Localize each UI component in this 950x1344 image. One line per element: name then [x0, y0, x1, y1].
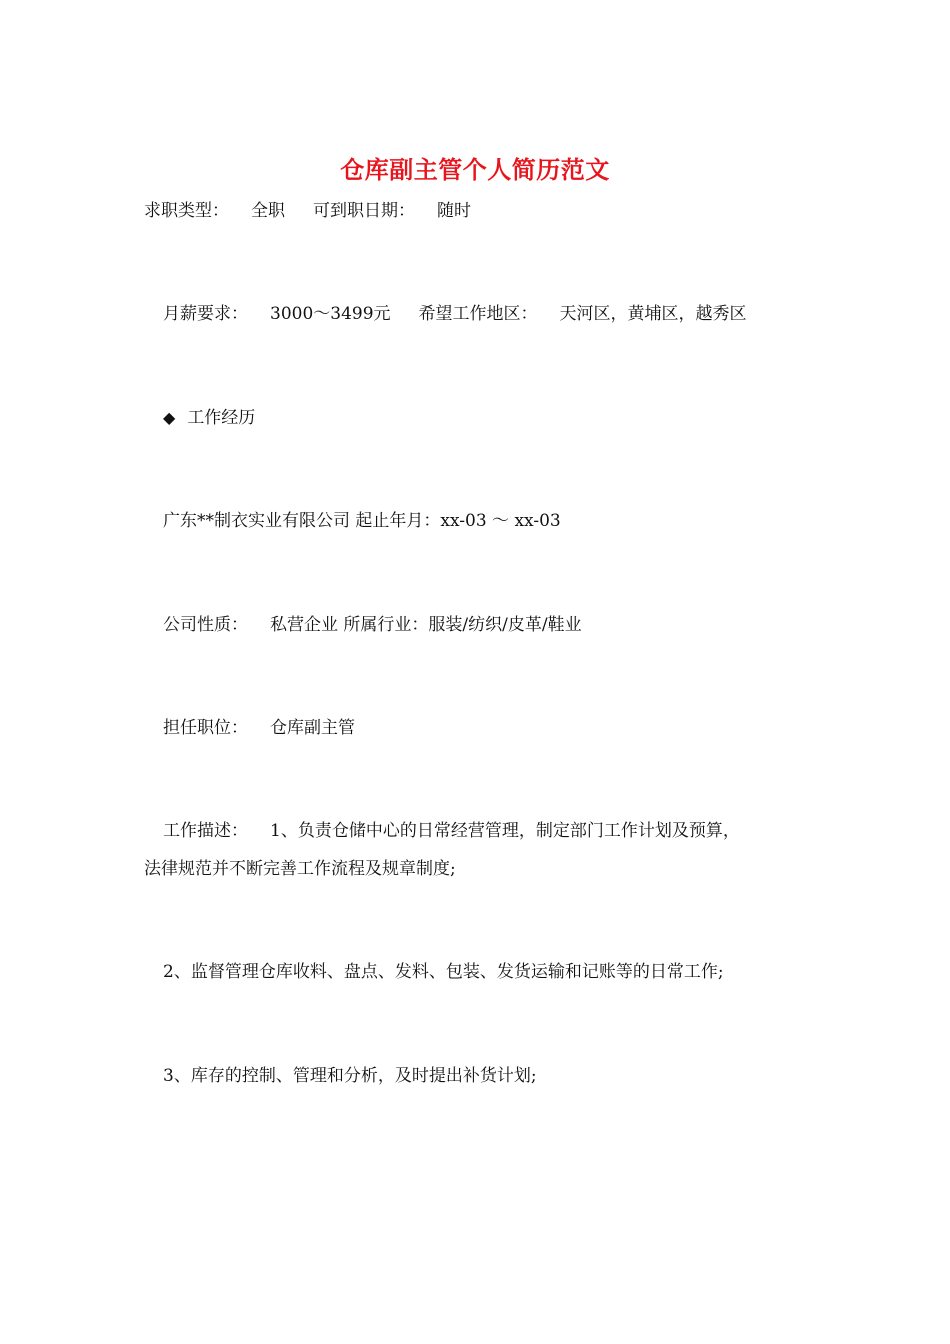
job-type-label: 求职类型： [144, 201, 229, 221]
description-item-2: 2、监督管理仓库收料、盘点、发料、包装、发货运输和记账等的日常工作; [163, 962, 724, 982]
desired-area-value: 天河区，黄埔区，越秀区 [559, 304, 747, 324]
company-nature-value: 私营企业 [270, 615, 338, 635]
industry-value: 服装/纺织/皮革/鞋业 [428, 615, 582, 635]
description-label: 工作描述： [163, 821, 248, 841]
available-date-value: 随时 [437, 201, 471, 221]
description-item-1: 1、负责仓储中心的日常经营管理，制定部门工作计划及预算， [270, 821, 740, 841]
section-heading: 工作经历 [187, 408, 256, 428]
section-work-experience [163, 406, 255, 430]
position-value: 仓库副主管 [270, 718, 355, 738]
period-value: xx-03 ～ xx-03 [440, 511, 561, 531]
company-nature-label: 公司性质： [163, 615, 248, 635]
company-line [163, 509, 561, 533]
description-item-1-continued: 法律规范并不断完善工作流程及规章制度; [144, 859, 456, 879]
position-label: 担任职位： [163, 718, 248, 738]
description-line-2 [144, 857, 456, 881]
company-name: 广东**制衣实业有限公司 [163, 511, 350, 531]
salary-label: 月薪要求： [163, 304, 248, 324]
desired-area-label: 希望工作地区： [418, 304, 538, 324]
description-item-3: 3、库存的控制、管理和分析，及时提出补货计划; [163, 1066, 537, 1086]
job-type-line [144, 199, 471, 223]
available-date-label: 可到职日期： [313, 201, 415, 221]
description-line-1 [163, 819, 740, 843]
industry-label: 所属行业： [343, 615, 429, 635]
job-type-value: 全职 [251, 201, 285, 221]
position-line [163, 716, 355, 740]
company-nature-line [163, 613, 582, 637]
salary-line [163, 302, 747, 326]
salary-value: 3000～3499元 [270, 304, 391, 324]
period-label: 起止年月： [355, 511, 441, 531]
page-title: 仓库副主管个人简历范文 [340, 155, 610, 184]
diamond-bullet-icon: ◆ [163, 408, 176, 427]
